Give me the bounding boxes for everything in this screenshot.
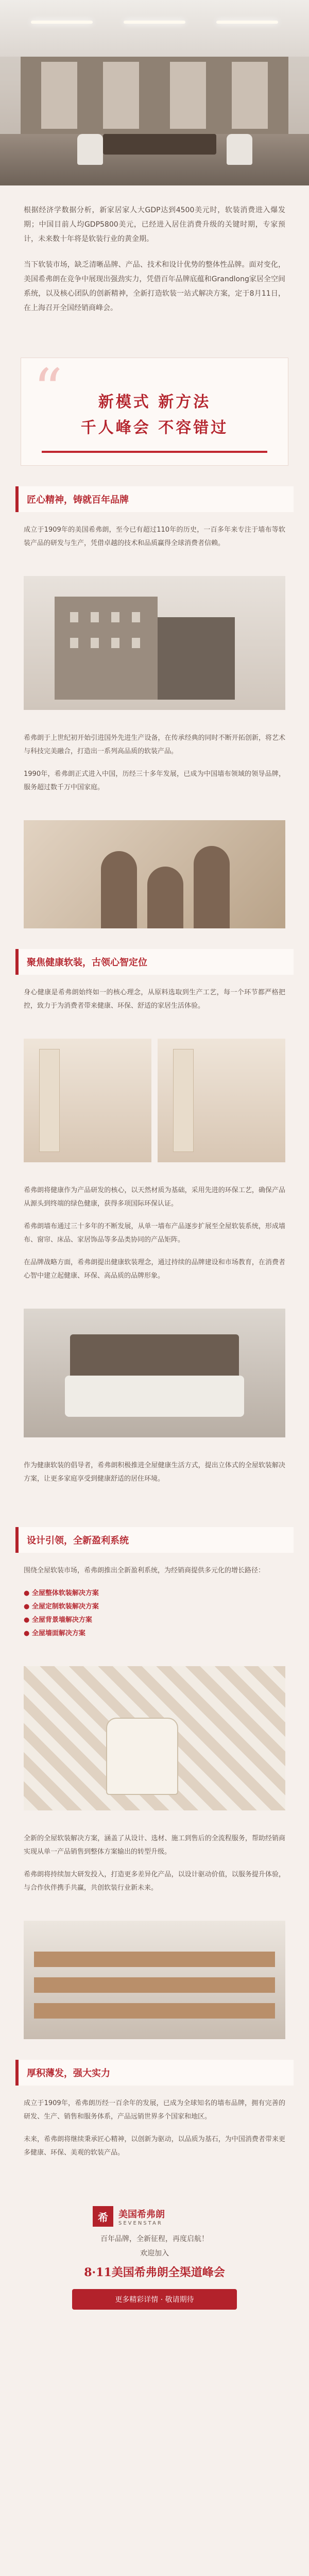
brand-name-cn: 美国希弗朗	[118, 2209, 165, 2220]
ceiling-light	[31, 21, 93, 24]
footer-lines	[0, 2232, 309, 2261]
quote-mark-icon: “	[33, 357, 63, 422]
bullet-text: 全屋整体软装解决方案	[31, 1589, 99, 1597]
bullet-text: 全屋背景墙解决方案	[31, 1616, 92, 1624]
wallpaper-image	[158, 1039, 285, 1162]
headboard	[70, 1334, 239, 1376]
section-title-heritage: 匠心精神，铸就百年品牌	[15, 486, 294, 512]
slogan-line-1: 新模式 新方法	[98, 393, 211, 411]
section-body	[0, 1821, 309, 1916]
section-body	[0, 512, 309, 571]
wallpaper-image	[24, 1039, 151, 1162]
wallpaper-rolls-images	[24, 1039, 285, 1162]
window	[70, 638, 78, 648]
window	[132, 638, 140, 648]
bullet-text: 全屋定制软装解决方案	[31, 1603, 99, 1611]
window	[91, 612, 99, 622]
section-body	[0, 1173, 309, 1303]
wall-panel	[41, 62, 77, 129]
bullet-list	[24, 1587, 285, 1640]
seat-row	[34, 1977, 275, 1993]
roll	[39, 1049, 60, 1152]
section-title-design: 设计引领，全新盈利系统	[15, 1527, 294, 1553]
wall-panel	[103, 62, 139, 129]
paragraph: 成立于1909年，希弗朗历经一百余年的发展，已成为全球知名的墙布品牌，拥有完善的研发、生产、销售和服务体系，产品远销世界多个国家和地区。	[24, 2099, 285, 2121]
paragraph: 希弗朗墙布通过三十多年的不断发展，从单一墙布产品逐步扩展至全屋软装系统，形成墙布、窗帘、床品、家居饰品等多品类协同的产品矩阵。	[24, 1223, 285, 1244]
wall-panel	[232, 62, 268, 129]
person	[194, 846, 230, 928]
brand-names	[118, 2207, 165, 2226]
patterned-wall-image	[24, 1666, 285, 1810]
bedroom-image	[24, 1309, 285, 1437]
window	[111, 638, 119, 648]
ceiling-light	[216, 21, 278, 24]
paragraph: 1990年，希弗朗正式进入中国，历经三十多年发展，已成为中国墙布领域的领导品牌，服务超过数千万中国家庭。	[24, 770, 285, 791]
brand-name-en: SEVENSTAR	[118, 2220, 163, 2226]
chair	[77, 134, 103, 165]
divider	[42, 451, 267, 453]
slogan-line-2: 千人峰会 不容错过	[80, 419, 229, 437]
bullet-item: ● 全屋背景墙解决方案	[24, 1616, 92, 1624]
building	[158, 617, 235, 700]
bullet-text: 全屋墙面解决方案	[31, 1630, 85, 1637]
seat-row	[34, 1952, 275, 1967]
ceiling	[0, 0, 309, 57]
paragraph: 全新的全屋软装解决方案，涵盖了从设计、选材、施工到售后的全流程服务，帮助经销商实现从单一产品销售到整体方案输出的转型升级。	[24, 1835, 285, 1856]
window	[70, 612, 78, 622]
reception-desk	[103, 134, 216, 155]
paragraph: 成立于1909年的美国希弗朗，至今已有超过110年的历史，一百多年来专注于墙布等软装产品的研发与生产，凭借卓越的技术和品质赢得全球消费者信赖。	[24, 526, 285, 547]
bed	[65, 1376, 244, 1417]
details-button[interactable]: 更多精彩详情 · 敬请期待	[72, 2289, 237, 2310]
bullet-item: ● 全屋整体软装解决方案	[24, 1589, 99, 1597]
ceiling-light	[124, 21, 185, 24]
paragraph: 希弗朗于上世纪初开始引进国外先进生产设备，在传承经典的同时不断开拓创新，将艺术与科技完美融合，打造出一系列高品质的软装产品。	[24, 734, 285, 755]
bullet-item: ● 全屋墙面解决方案	[24, 1630, 85, 1637]
brand-logo	[93, 2206, 216, 2227]
section-title-strength: 厚积薄发，强大实力	[15, 2060, 294, 2086]
section-body	[0, 2086, 309, 2180]
window	[91, 638, 99, 648]
armchair	[106, 1718, 178, 1795]
bullet-item: ● 全屋定制软装解决方案	[24, 1603, 99, 1611]
section-body	[0, 1448, 309, 1506]
footer-line: 欢迎加入	[140, 2249, 169, 2258]
paragraph: 未来，希弗朗将继续秉承匠心精神，以创新为驱动，以品质为基石，为中国消费者带来更多健康、环保、美观的软装产品。	[24, 2136, 285, 2157]
chair	[227, 134, 252, 165]
roll	[173, 1049, 194, 1152]
paragraph: 作为健康软装的倡导者，希弗朗积极推进全屋健康生活方式，提出立体式的全屋软装解决方案，让更多家庭享受到健康舒适的居住环境。	[24, 1462, 285, 1483]
window	[111, 612, 119, 622]
seat-row	[34, 2003, 275, 2019]
intro-text	[0, 185, 309, 332]
footer-invite: 8·11美国希弗朗全渠道峰会	[84, 2266, 225, 2279]
wall-panel	[170, 62, 206, 129]
logo-mark-icon: 希	[93, 2206, 113, 2227]
footer-line: 百年品牌，全新征程，再度启航！	[100, 2235, 209, 2243]
paragraph: 身心健康是希弗朗始终如一的核心理念，从原料选取到生产工艺，每一个环节都严格把控，致力于为消费者带来健康、环保、舒适的家居生活体验。	[24, 989, 285, 1010]
intro-paragraph: 当下软装市场，缺乏清晰品牌、产品、技术和设计优势的整体性品牌。面对变化，美国希弗朗在竞争中展现出强劲实力，凭借百年品牌底蕴和Grandlong家居全空间系统，以及核心团队的创新精神，全新打造软装一站式解决方案，定于8月11日，在上海召开全国经销商峰会。	[24, 261, 285, 312]
hero-showroom-image	[0, 0, 309, 185]
person	[147, 867, 183, 928]
factory-building-image	[24, 576, 285, 710]
paragraph: 围绕全屋软装市场，希弗朗推出全新盈利系统，为经销商提供多元化的增长路径：	[24, 1567, 265, 1574]
section-body	[0, 720, 309, 815]
paragraph: 希弗朗将健康作为产品研发的核心，以天然材质为基础，采用先进的环保工艺，确保产品从源头到终端的绿色健康，获得多项国际环保认证。	[24, 1187, 285, 1208]
section-title-health: 聚焦健康软装，古领心智定位	[15, 949, 294, 975]
conference-hall-image	[24, 1921, 285, 2039]
paragraph: 在品牌战略方面，希弗朗提出健康软装理念，通过持续的品牌建设和市场教育，在消费者心智中建立起健康、环保、高品质的品牌形象。	[24, 1259, 285, 1280]
slogan-box	[21, 358, 288, 466]
paragraph: 希弗朗将持续加大研发投入，打造更多差异化产品，以设计驱动价值，以服务提升体验，与合作伙伴携手共赢，共创软装行业新未来。	[24, 1871, 285, 1892]
family-image	[24, 820, 285, 928]
person	[101, 851, 137, 928]
section-body	[0, 1553, 309, 1661]
window	[132, 612, 140, 622]
intro-paragraph: 根据经济学数据分析，新家居家人大GDP达到4500美元时，软装消费进入爆发期；中国目前人均GDP5800美元，已经进入居住消费升级的关键时期，专家预计，未来数十年将是软装行业的黄金期。	[24, 206, 285, 243]
section-body	[0, 975, 309, 1033]
